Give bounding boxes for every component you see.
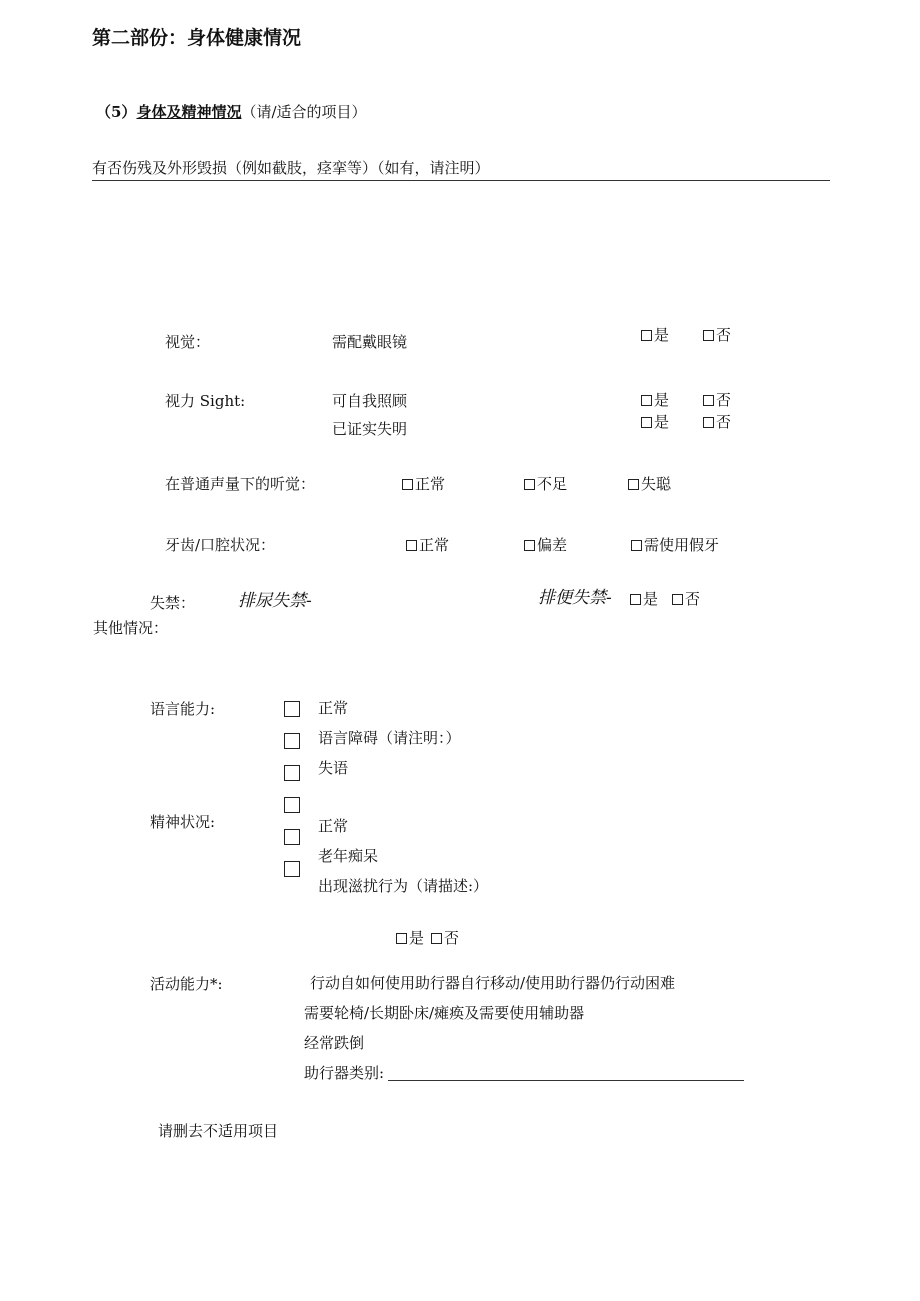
sight1-no-checkbox[interactable] [703, 395, 714, 406]
hearing-opt1-checkbox[interactable] [402, 479, 413, 490]
mental-opt3-label: 出现滋扰行为（请描述:） [318, 877, 489, 895]
language-opt3-label: 失语 [318, 759, 349, 777]
language-opt2-label: 语言障碍（请注明：） [318, 729, 461, 747]
vision-yes-checkbox[interactable] [641, 330, 652, 341]
section-title: 第二部份：身体健康情况 [92, 27, 302, 49]
item5-title: 身体及精神情况 [136, 103, 242, 121]
mobility-line3: 经常跌倒 [304, 1034, 365, 1052]
language-opt1-checkbox[interactable] [284, 701, 300, 717]
teeth-opt1-label: 正常 [419, 536, 450, 554]
walking-aid-input-line[interactable] [388, 1066, 744, 1081]
teeth-opt3[interactable] [631, 538, 719, 553]
stool-no-checkbox[interactable] [672, 594, 683, 605]
disability-question: 有否伤残及外形毁损（例如截肢，痉挛等）（如有，请注明） [92, 159, 490, 177]
mobility-line1: 行动自如何使用助行器自行移动/使用助行器仍行动困难 [310, 974, 676, 992]
vision-yes-label: 是 [654, 326, 670, 344]
walking-aid-label: 助行器类别: [304, 1064, 385, 1082]
mental-no-label: 否 [444, 929, 460, 947]
language-opt1-label: 正常 [318, 699, 349, 717]
mental-yes[interactable] [396, 931, 424, 946]
vision-no-label: 否 [716, 326, 732, 344]
vision-label: 视觉： [165, 333, 211, 351]
sight1-yes-checkbox[interactable] [641, 395, 652, 406]
language-opt3-checkbox[interactable] [284, 765, 300, 781]
urine-incontinence: 排尿失禁- [238, 591, 312, 611]
sight-label: 视力 Sight: [165, 392, 246, 410]
teeth-opt1-checkbox[interactable] [406, 540, 417, 551]
disability-answer-line[interactable] [92, 180, 830, 181]
mobility-line2: 需要轮椅/长期卧床/瘫痪及需要使用辅助器 [304, 1004, 585, 1022]
stool-incontinence: 排便失禁- [538, 588, 612, 608]
sight1-no[interactable] [703, 393, 731, 408]
other-label: 其他情况： [93, 619, 169, 637]
hearing-opt3[interactable] [628, 477, 671, 492]
sight2-yes[interactable] [641, 415, 669, 430]
hearing-opt2[interactable] [524, 477, 567, 492]
teeth-opt1[interactable] [406, 538, 449, 553]
mental-no[interactable] [431, 931, 459, 946]
mobility-label: 活动能力*: [150, 975, 223, 993]
mental-label: 精神状况: [150, 813, 216, 831]
mental-opt2-label: 老年痴呆 [318, 847, 379, 865]
sight-item1: 可自我照顾 [332, 392, 408, 410]
stool-no-label: 否 [685, 590, 701, 608]
hearing-opt1[interactable] [402, 477, 445, 492]
item5-heading [96, 105, 367, 120]
mental-no-checkbox[interactable] [431, 933, 442, 944]
sight2-no-checkbox[interactable] [703, 417, 714, 428]
mental-opt1-label: 正常 [318, 817, 349, 835]
vision-no[interactable] [703, 328, 731, 343]
mental-yes-label: 是 [409, 929, 425, 947]
mental-opt1-checkbox[interactable] [284, 797, 300, 813]
teeth-opt3-label: 需使用假牙 [644, 536, 720, 554]
item5-note: （请/适合的项目） [241, 103, 367, 121]
teeth-opt2-label: 偏差 [537, 536, 568, 554]
sight1-yes-label: 是 [654, 391, 670, 409]
teeth-opt2[interactable] [524, 538, 567, 553]
language-label: 语言能力: [150, 700, 216, 718]
incontinence-label: 失禁： [150, 594, 196, 612]
sight1-no-label: 否 [716, 391, 732, 409]
sight1-yes[interactable] [641, 393, 669, 408]
hearing-opt3-label: 失聪 [641, 475, 672, 493]
hearing-opt3-checkbox[interactable] [628, 479, 639, 490]
hearing-opt2-checkbox[interactable] [524, 479, 535, 490]
walking-aid-row [304, 1066, 744, 1081]
footnote: 请删去不适用项目 [158, 1122, 279, 1140]
vision-yes[interactable] [641, 328, 669, 343]
sight2-no[interactable] [703, 415, 731, 430]
item5-prefix: （5） [96, 103, 137, 121]
hearing-opt2-label: 不足 [537, 475, 568, 493]
teeth-opt3-checkbox[interactable] [631, 540, 642, 551]
mental-opt2-checkbox[interactable] [284, 829, 300, 845]
mental-opt3-checkbox[interactable] [284, 861, 300, 877]
teeth-label: 牙齿/口腔状况： [165, 536, 276, 554]
language-opt2-checkbox[interactable] [284, 733, 300, 749]
sight2-no-label: 否 [716, 413, 732, 431]
hearing-opt1-label: 正常 [415, 475, 446, 493]
mental-yes-checkbox[interactable] [396, 933, 407, 944]
teeth-opt2-checkbox[interactable] [524, 540, 535, 551]
stool-yes-label: 是 [643, 590, 659, 608]
stool-no[interactable] [672, 592, 700, 607]
sight-item2: 已证实失明 [332, 420, 408, 438]
vision-item: 需配戴眼镜 [332, 333, 408, 351]
hearing-label: 在普通声量下的听觉： [165, 475, 316, 493]
sight2-yes-checkbox[interactable] [641, 417, 652, 428]
sight2-yes-label: 是 [654, 413, 670, 431]
stool-yes[interactable] [630, 592, 658, 607]
stool-yes-checkbox[interactable] [630, 594, 641, 605]
vision-no-checkbox[interactable] [703, 330, 714, 341]
